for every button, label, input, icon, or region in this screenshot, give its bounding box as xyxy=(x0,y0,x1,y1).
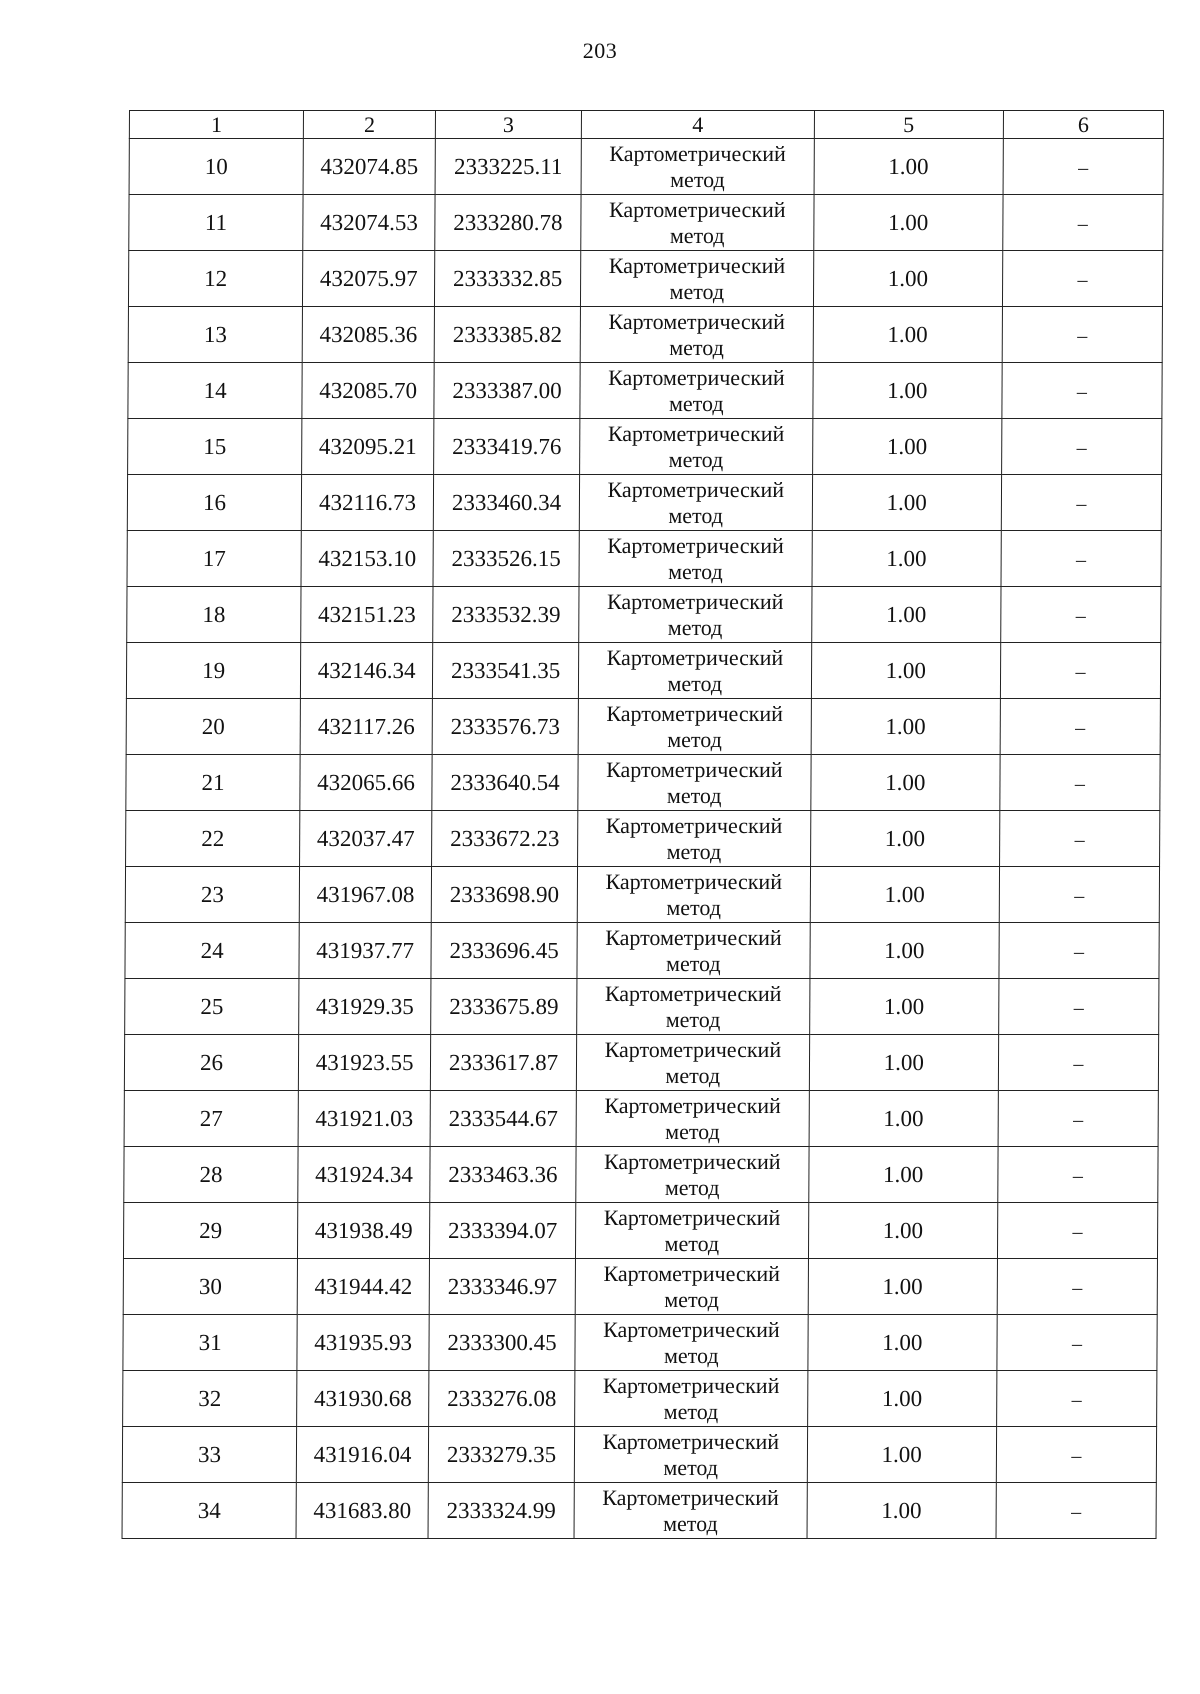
x-coordinate-cell: 431938.49 xyxy=(298,1203,430,1259)
y-coordinate-cell: 2333672.23 xyxy=(432,811,578,867)
table-row xyxy=(125,979,1159,1035)
point-number-cell: 14 xyxy=(128,363,302,419)
x-coordinate-cell: 431935.93 xyxy=(297,1315,429,1371)
method-text-line-2: метод xyxy=(667,614,723,640)
method-text-line-1: Картометрический xyxy=(604,1148,781,1174)
accuracy-cell: 1.00 xyxy=(812,363,1002,419)
header-row xyxy=(129,111,1163,139)
point-number-cell: 17 xyxy=(127,531,301,587)
x-coordinate-cell: 431923.55 xyxy=(299,1035,431,1091)
method-text-line-2: метод xyxy=(664,1230,720,1256)
note-cell xyxy=(997,1315,1157,1371)
note-cell xyxy=(1002,307,1162,363)
table-row xyxy=(125,923,1159,979)
method-cell xyxy=(578,643,811,699)
method-cell xyxy=(579,531,812,587)
note-cell xyxy=(996,1371,1156,1427)
method-text-line-2: метод xyxy=(666,838,722,864)
method-text-line-2: метод xyxy=(663,1510,718,1536)
note-cell xyxy=(996,1483,1156,1539)
point-number-cell: 32 xyxy=(123,1371,297,1427)
accuracy-cell: 1.00 xyxy=(813,307,1003,363)
note-cell xyxy=(1003,195,1163,251)
y-coordinate-cell: 2333276.08 xyxy=(429,1371,575,1427)
table-row xyxy=(123,1203,1157,1259)
y-coordinate-cell: 2333544.67 xyxy=(430,1091,576,1147)
table-row xyxy=(127,475,1161,531)
accuracy-cell: 1.00 xyxy=(807,1427,997,1483)
method-text-line-2: метод xyxy=(667,726,722,752)
note-cell xyxy=(999,811,1159,867)
x-coordinate-cell: 432151.23 xyxy=(301,587,433,643)
y-coordinate-cell: 2333541.35 xyxy=(432,643,578,699)
note-dash: – xyxy=(1076,381,1088,403)
note-cell xyxy=(1000,699,1160,755)
x-coordinate-cell: 431967.08 xyxy=(299,867,431,923)
x-coordinate-cell: 432117.26 xyxy=(300,699,432,755)
method-text-line-2: метод xyxy=(663,1398,719,1424)
x-coordinate-cell: 432153.10 xyxy=(301,531,433,587)
note-dash: – xyxy=(1075,605,1086,627)
x-coordinate-cell: 432095.21 xyxy=(302,419,434,475)
method-text-line-2: метод xyxy=(670,166,725,192)
accuracy-cell: 1.00 xyxy=(811,587,1001,643)
y-coordinate-cell: 2333324.99 xyxy=(428,1483,574,1539)
point-number-cell: 13 xyxy=(128,307,302,363)
method-text-line-2: метод xyxy=(668,446,724,472)
accuracy-cell: 1.00 xyxy=(814,139,1004,195)
point-number-cell: 10 xyxy=(129,139,303,195)
method-cell xyxy=(577,867,810,923)
point-number-cell: 18 xyxy=(127,587,301,643)
point-number-cell: 19 xyxy=(126,643,300,699)
note-cell xyxy=(1003,139,1163,195)
note-cell xyxy=(1002,363,1162,419)
accuracy-cell: 1.00 xyxy=(813,195,1003,251)
y-coordinate-cell: 2333332.85 xyxy=(435,251,581,307)
point-number-cell: 21 xyxy=(126,755,300,811)
note-dash: – xyxy=(1075,661,1086,683)
note-dash: – xyxy=(1071,1445,1082,1467)
method-cell xyxy=(576,1147,809,1203)
accuracy-cell: 1.00 xyxy=(809,979,999,1035)
method-cell xyxy=(576,1203,809,1259)
method-text-line-2: метод xyxy=(667,670,723,696)
accuracy-cell: 1.00 xyxy=(813,251,1003,307)
method-cell xyxy=(576,1035,809,1091)
note-dash: – xyxy=(1077,269,1088,291)
note-cell xyxy=(1000,755,1160,811)
method-cell xyxy=(574,1427,807,1483)
x-coordinate-cell: 432065.66 xyxy=(300,755,432,811)
x-coordinate-cell: 432085.70 xyxy=(302,363,434,419)
point-number-cell: 12 xyxy=(128,251,302,307)
coordinates-table xyxy=(122,110,1164,1539)
method-text-line-2: метод xyxy=(665,1062,721,1088)
y-coordinate-cell: 2333387.00 xyxy=(434,363,580,419)
method-text-line-1: Картометрический xyxy=(607,532,784,558)
table-row xyxy=(123,1259,1157,1315)
y-coordinate-cell: 2333576.73 xyxy=(432,699,578,755)
method-cell xyxy=(581,139,814,195)
method-text-line-1: Картометрический xyxy=(605,868,783,894)
method-cell xyxy=(578,755,811,811)
table-row xyxy=(126,699,1160,755)
table-row xyxy=(124,1147,1158,1203)
method-text-line-2: метод xyxy=(669,278,725,304)
x-coordinate-cell: 432146.34 xyxy=(301,643,433,699)
method-text-line-1: Картометрический xyxy=(604,980,782,1006)
table-row xyxy=(128,251,1162,307)
method-text-line-2: метод xyxy=(669,334,724,360)
x-coordinate-cell: 431937.77 xyxy=(299,923,431,979)
method-text-line-1: Картометрический xyxy=(606,644,784,670)
y-coordinate-cell: 2333279.35 xyxy=(428,1427,574,1483)
note-dash: – xyxy=(1071,1389,1082,1411)
point-number-cell: 26 xyxy=(124,1035,298,1091)
note-dash: – xyxy=(1076,549,1087,571)
table-row xyxy=(127,587,1161,643)
y-coordinate-cell: 2333617.87 xyxy=(430,1035,576,1091)
accuracy-cell: 1.00 xyxy=(811,643,1001,699)
page-number: 203 xyxy=(582,38,618,63)
point-number-cell: 31 xyxy=(123,1315,297,1371)
point-number-cell: 20 xyxy=(126,699,300,755)
method-cell xyxy=(576,1091,809,1147)
note-dash: – xyxy=(1073,997,1084,1019)
table-row xyxy=(128,307,1162,363)
method-cell xyxy=(575,1371,808,1427)
method-text-line-2: метод xyxy=(665,1006,721,1032)
table-row xyxy=(126,643,1160,699)
y-coordinate-cell: 2333463.36 xyxy=(430,1147,576,1203)
method-text-line-2: метод xyxy=(666,782,722,808)
y-coordinate-cell: 2333394.07 xyxy=(430,1203,576,1259)
method-text-line-1: Картометрический xyxy=(604,1092,781,1118)
column-header: 3 xyxy=(435,111,581,139)
method-cell xyxy=(579,587,812,643)
method-cell xyxy=(580,363,813,419)
method-text-line-2: метод xyxy=(668,558,723,584)
note-cell xyxy=(998,1091,1158,1147)
method-text-line-1: Картометрический xyxy=(608,196,786,222)
method-text-line-2: метод xyxy=(668,502,724,528)
note-dash: – xyxy=(1073,941,1085,963)
note-cell xyxy=(998,1147,1158,1203)
note-cell xyxy=(999,979,1159,1035)
point-number-cell: 22 xyxy=(126,811,300,867)
method-text-line-2: метод xyxy=(664,1286,719,1312)
note-cell xyxy=(1001,419,1161,475)
note-cell xyxy=(999,867,1159,923)
table-row xyxy=(122,1483,1156,1539)
note-dash: – xyxy=(1076,493,1087,515)
x-coordinate-cell: 432074.85 xyxy=(303,139,435,195)
accuracy-cell: 1.00 xyxy=(810,755,1000,811)
note-dash: – xyxy=(1074,885,1085,907)
column-header: 1 xyxy=(129,111,303,139)
note-dash: – xyxy=(1072,1221,1083,1243)
accuracy-cell: 1.00 xyxy=(810,867,1000,923)
note-dash: – xyxy=(1077,325,1088,347)
note-dash: – xyxy=(1072,1165,1083,1187)
y-coordinate-cell: 2333460.34 xyxy=(433,475,579,531)
method-text-line-1: Картометрический xyxy=(603,1316,780,1342)
method-text-line-2: метод xyxy=(669,222,725,248)
method-text-line-1: Картометрический xyxy=(602,1372,780,1398)
note-dash: – xyxy=(1071,1333,1083,1355)
column-header: 4 xyxy=(581,111,814,139)
note-cell xyxy=(998,1035,1158,1091)
table-row xyxy=(127,531,1161,587)
note-cell xyxy=(1000,643,1160,699)
accuracy-cell: 1.00 xyxy=(811,699,1001,755)
column-header: 5 xyxy=(814,111,1003,139)
method-text-line-1: Картометрический xyxy=(606,588,784,614)
x-coordinate-cell: 431683.80 xyxy=(296,1483,428,1539)
accuracy-cell: 1.00 xyxy=(809,1035,999,1091)
y-coordinate-cell: 2333225.11 xyxy=(435,139,581,195)
point-number-cell: 28 xyxy=(124,1147,298,1203)
method-text-line-1: Картометрический xyxy=(608,308,786,334)
y-coordinate-cell: 2333280.78 xyxy=(435,195,581,251)
table-row xyxy=(126,811,1160,867)
accuracy-cell: 1.00 xyxy=(807,1483,997,1539)
method-text-line-1: Картометрический xyxy=(604,1036,782,1062)
point-number-cell: 34 xyxy=(122,1483,296,1539)
method-text-line-2: метод xyxy=(663,1342,719,1368)
method-text-line-1: Картометрический xyxy=(602,1484,779,1510)
table-row xyxy=(124,1091,1158,1147)
y-coordinate-cell: 2333526.15 xyxy=(433,531,579,587)
column-header: 6 xyxy=(1003,111,1163,139)
table-row xyxy=(123,1315,1157,1371)
note-cell xyxy=(1001,587,1161,643)
table-row xyxy=(129,195,1163,251)
x-coordinate-cell: 432075.97 xyxy=(303,251,435,307)
method-text-line-2: метод xyxy=(663,1454,719,1480)
column-header: 2 xyxy=(304,111,436,139)
note-cell xyxy=(996,1427,1156,1483)
x-coordinate-cell: 432037.47 xyxy=(300,811,432,867)
accuracy-cell: 1.00 xyxy=(808,1203,998,1259)
y-coordinate-cell: 2333532.39 xyxy=(433,587,579,643)
accuracy-cell: 1.00 xyxy=(810,923,1000,979)
accuracy-cell: 1.00 xyxy=(808,1259,998,1315)
point-number-cell: 24 xyxy=(125,923,299,979)
y-coordinate-cell: 2333698.90 xyxy=(431,867,577,923)
point-number-cell: 33 xyxy=(122,1427,296,1483)
accuracy-cell: 1.00 xyxy=(807,1371,997,1427)
point-number-cell: 15 xyxy=(128,419,302,475)
note-cell xyxy=(997,1203,1157,1259)
method-cell xyxy=(581,195,814,251)
method-text-line-1: Картометрический xyxy=(606,756,783,782)
method-cell xyxy=(577,923,810,979)
method-text-line-1: Картометрический xyxy=(602,1428,780,1454)
note-cell xyxy=(1002,251,1162,307)
table-row xyxy=(123,1371,1157,1427)
method-cell xyxy=(578,699,811,755)
method-text-line-1: Картометрический xyxy=(607,476,785,502)
y-coordinate-cell: 2333300.45 xyxy=(429,1315,575,1371)
table-header xyxy=(129,111,1163,139)
method-text-line-2: метод xyxy=(665,1118,720,1144)
method-text-line-2: метод xyxy=(666,894,722,920)
method-cell xyxy=(577,979,810,1035)
note-dash: – xyxy=(1078,157,1089,179)
point-number-cell: 11 xyxy=(129,195,303,251)
point-number-cell: 25 xyxy=(125,979,299,1035)
note-dash: – xyxy=(1075,717,1086,739)
table-row xyxy=(129,139,1163,195)
method-text-line-1: Картометрический xyxy=(603,1204,781,1230)
method-text-line-2: метод xyxy=(664,1174,720,1200)
table-row xyxy=(128,363,1162,419)
note-dash: – xyxy=(1074,829,1085,851)
method-text-line-2: метод xyxy=(668,390,724,416)
x-coordinate-cell: 432074.53 xyxy=(303,195,435,251)
method-cell xyxy=(575,1315,808,1371)
x-coordinate-cell: 431944.42 xyxy=(297,1259,429,1315)
method-cell xyxy=(579,475,812,531)
note-dash: – xyxy=(1073,1053,1084,1075)
x-coordinate-cell: 431929.35 xyxy=(299,979,431,1035)
note-cell xyxy=(997,1259,1157,1315)
note-cell xyxy=(1001,531,1161,587)
y-coordinate-cell: 2333675.89 xyxy=(431,979,577,1035)
method-cell xyxy=(575,1259,808,1315)
table-body xyxy=(122,139,1163,1539)
point-number-cell: 29 xyxy=(123,1203,297,1259)
method-text-line-1: Картометрический xyxy=(605,924,782,950)
method-text-line-1: Картометрический xyxy=(605,812,783,838)
x-coordinate-cell: 432085.36 xyxy=(302,307,434,363)
x-coordinate-cell: 431930.68 xyxy=(297,1371,429,1427)
note-dash: – xyxy=(1077,213,1088,235)
x-coordinate-cell: 431916.04 xyxy=(296,1427,428,1483)
method-text-line-1: Картометрический xyxy=(608,252,786,278)
note-cell xyxy=(1001,475,1161,531)
note-cell xyxy=(999,923,1159,979)
table-row xyxy=(124,1035,1158,1091)
point-number-cell: 27 xyxy=(124,1091,298,1147)
x-coordinate-cell: 431921.03 xyxy=(298,1091,430,1147)
table-row xyxy=(125,867,1159,923)
y-coordinate-cell: 2333419.76 xyxy=(434,419,580,475)
point-number-cell: 16 xyxy=(127,475,301,531)
accuracy-cell: 1.00 xyxy=(812,531,1002,587)
method-text-line-1: Картометрический xyxy=(609,140,786,166)
note-dash: – xyxy=(1072,1277,1083,1299)
x-coordinate-cell: 432116.73 xyxy=(301,475,433,531)
method-cell xyxy=(574,1483,807,1539)
method-text-line-1: Картометрический xyxy=(608,364,785,390)
y-coordinate-cell: 2333696.45 xyxy=(431,923,577,979)
method-text-line-1: Картометрический xyxy=(603,1260,781,1286)
accuracy-cell: 1.00 xyxy=(810,811,1000,867)
note-dash: – xyxy=(1074,773,1085,795)
method-cell xyxy=(580,419,813,475)
table-row xyxy=(126,755,1160,811)
y-coordinate-cell: 2333640.54 xyxy=(432,755,578,811)
accuracy-cell: 1.00 xyxy=(812,475,1002,531)
table-row xyxy=(122,1427,1156,1483)
table-row xyxy=(128,419,1162,475)
accuracy-cell: 1.00 xyxy=(808,1315,998,1371)
y-coordinate-cell: 2333385.82 xyxy=(434,307,580,363)
note-dash: – xyxy=(1076,437,1087,459)
accuracy-cell: 1.00 xyxy=(812,419,1002,475)
accuracy-cell: 1.00 xyxy=(809,1091,999,1147)
method-cell xyxy=(580,307,813,363)
x-coordinate-cell: 431924.34 xyxy=(298,1147,430,1203)
method-cell xyxy=(581,251,814,307)
note-dash: – xyxy=(1073,1109,1084,1131)
point-number-cell: 30 xyxy=(123,1259,297,1315)
point-number-cell: 23 xyxy=(125,867,299,923)
method-text-line-1: Картометрический xyxy=(606,700,783,726)
method-text-line-2: метод xyxy=(665,950,721,976)
accuracy-cell: 1.00 xyxy=(808,1147,998,1203)
y-coordinate-cell: 2333346.97 xyxy=(429,1259,575,1315)
method-text-line-1: Картометрический xyxy=(607,420,785,446)
method-cell xyxy=(578,811,811,867)
note-dash: – xyxy=(1071,1501,1082,1523)
